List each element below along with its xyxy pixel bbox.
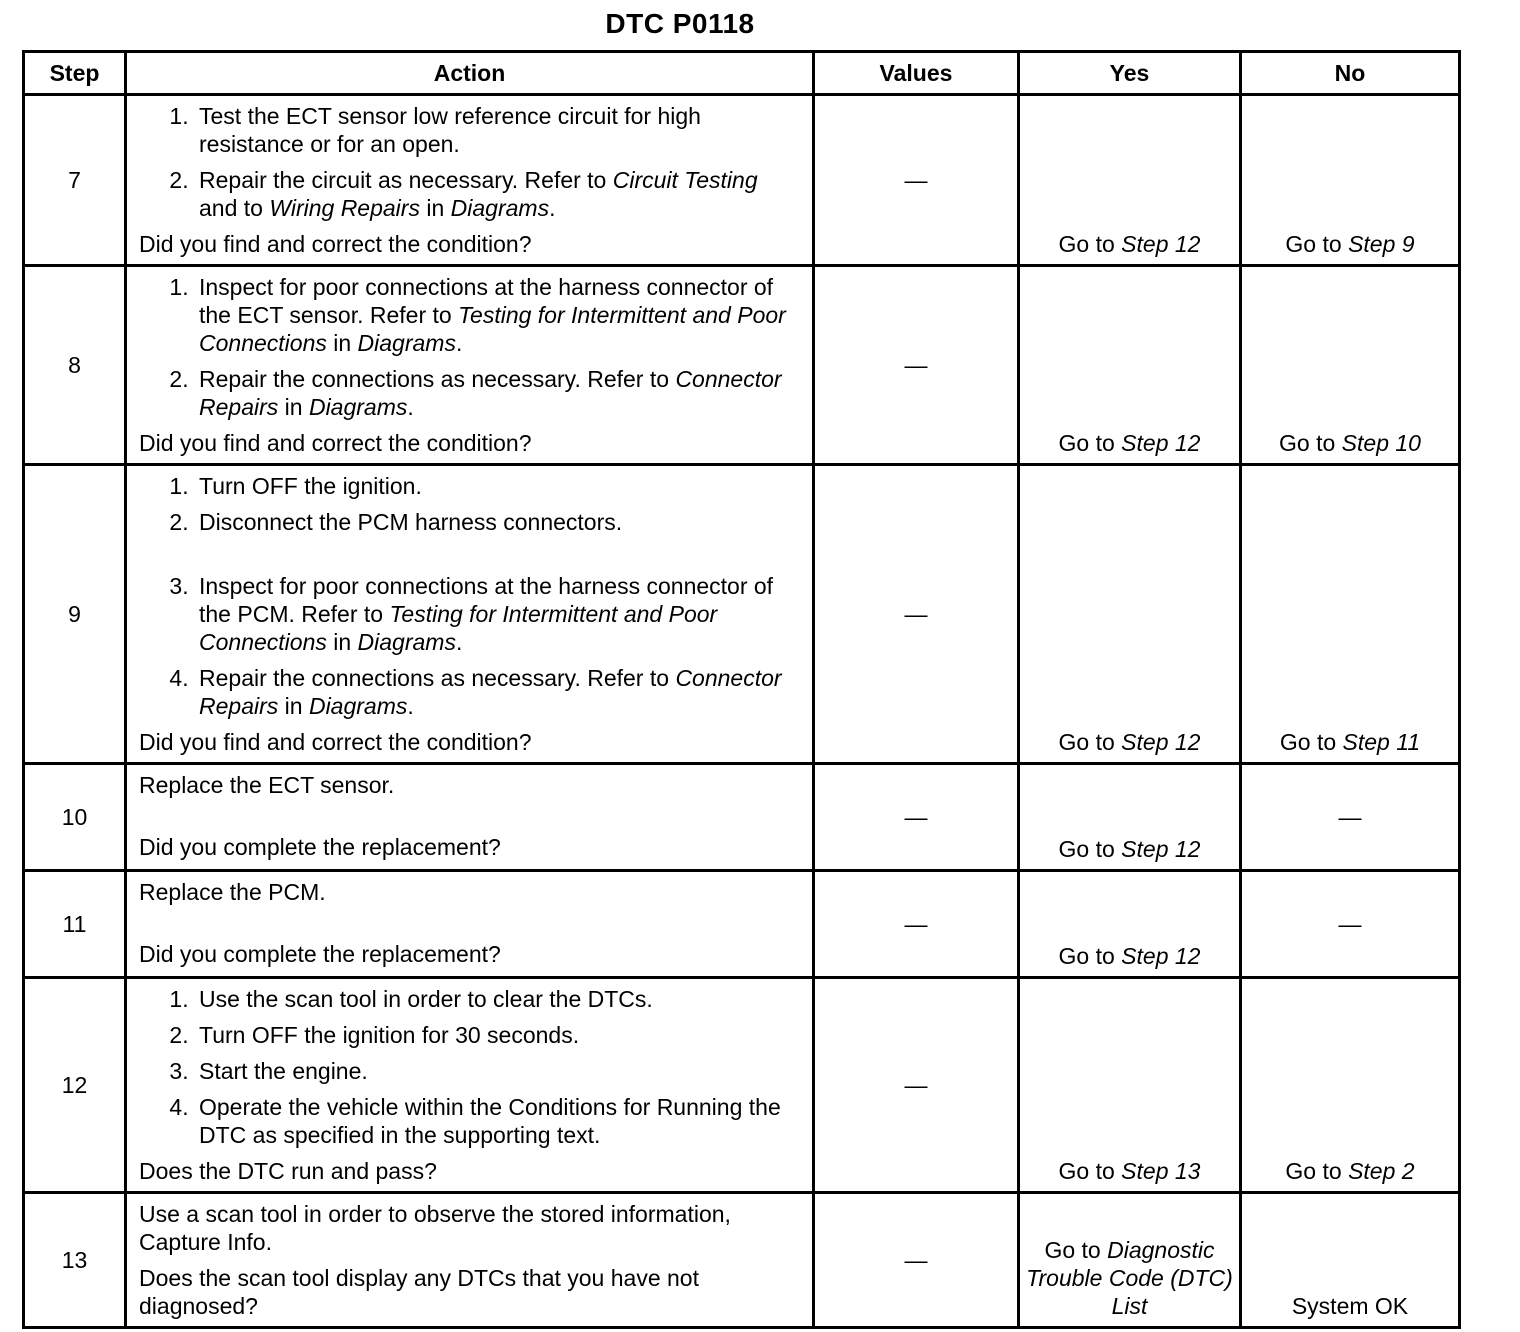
no-cell: Go to Step 2 (1241, 978, 1460, 1193)
list-item: 1. Turn OFF the ignition. (195, 472, 802, 500)
step-number: 8 (24, 266, 126, 465)
values-cell: — (814, 95, 1019, 266)
header-values: Values (814, 52, 1019, 95)
no-cell: Go to Step 9 (1241, 95, 1460, 266)
no-cell: System OK (1241, 1193, 1460, 1328)
question: Did you find and correct the condition? (139, 231, 532, 257)
values-cell: — (814, 465, 1019, 764)
yes-cell: Go to Step 13 (1019, 978, 1241, 1193)
question: Did you complete the replacement? (139, 834, 501, 860)
list-item: 2. Turn OFF the ignition for 30 seconds. (195, 1021, 802, 1049)
question: Does the DTC run and pass? (139, 1158, 437, 1184)
action-text: Replace the ECT sensor. (139, 772, 395, 798)
table-row (24, 95, 1460, 266)
action-cell (126, 764, 814, 871)
list-item: 2. Repair the connections as necessary. Refer to Connector Repairs in Diagrams. (195, 365, 802, 421)
step-number: 9 (24, 465, 126, 764)
values-cell: — (814, 1193, 1019, 1328)
step-number: 7 (24, 95, 126, 266)
list-item: 2. Disconnect the PCM harness connectors. (195, 508, 802, 536)
values-cell: — (814, 978, 1019, 1193)
step-number: 12 (24, 978, 126, 1193)
action-cell (126, 95, 814, 266)
values-cell: — (814, 764, 1019, 871)
header-yes: Yes (1019, 52, 1241, 95)
yes-cell: Go to Step 12 (1019, 764, 1241, 871)
step-number: 13 (24, 1193, 126, 1328)
table-row (24, 1193, 1460, 1328)
step-number: 10 (24, 764, 126, 871)
page-title: DTC P0118 (605, 8, 755, 39)
list-item: 3. Inspect for poor connections at the harness connector of the PCM. Refer to Testing for Intermittent and Poor Connections in Diagrams. (195, 572, 802, 656)
yes-cell: Go to Diagnostic Trouble Code (DTC) List (1019, 1193, 1241, 1328)
yes-cell: Go to Step 12 (1019, 465, 1241, 764)
table-row (24, 871, 1460, 978)
list-item: 1. Test the ECT sensor low reference circuit for high resistance or for an open. (195, 102, 802, 158)
no-cell: — (1241, 764, 1460, 871)
action-text: Use a scan tool in order to observe the stored information, Capture Info. (139, 1201, 731, 1255)
action-cell (126, 871, 814, 978)
yes-cell: Go to Step 12 (1019, 871, 1241, 978)
action-list (139, 985, 802, 1149)
list-item: 4. Operate the vehicle within the Conditions for Running the DTC as specified in the supporting text. (195, 1093, 802, 1149)
action-list (139, 102, 802, 222)
action-text: Replace the PCM. (139, 879, 326, 905)
values-cell: — (814, 871, 1019, 978)
action-cell (126, 266, 814, 465)
action-cell (126, 978, 814, 1193)
action-list (139, 273, 802, 421)
table-row (24, 978, 1460, 1193)
table-row (24, 266, 1460, 465)
list-item: 1. Inspect for poor connections at the harness connector of the ECT sensor. Refer to Testing for Intermittent and Poor Connections in Diagrams. (195, 273, 802, 357)
header-no: No (1241, 52, 1460, 95)
table-row (24, 465, 1460, 764)
header-step: Step (24, 52, 126, 95)
question: Does the scan tool display any DTCs that you have not diagnosed? (139, 1265, 699, 1319)
question: Did you complete the replacement? (139, 941, 501, 967)
yes-cell: Go to Step 12 (1019, 266, 1241, 465)
no-cell: Go to Step 11 (1241, 465, 1460, 764)
step-number: 11 (24, 871, 126, 978)
dtc-table (22, 50, 1461, 1329)
header-row (24, 52, 1460, 95)
no-cell: — (1241, 871, 1460, 978)
action-cell (126, 1193, 814, 1328)
list-item: 1. Use the scan tool in order to clear the DTCs. (195, 985, 802, 1013)
question: Did you find and correct the condition? (139, 729, 532, 755)
action-cell (126, 465, 814, 764)
question: Did you find and correct the condition? (139, 430, 532, 456)
yes-cell: Go to Step 12 (1019, 95, 1241, 266)
list-item: 3. Start the engine. (195, 1057, 802, 1085)
list-item: 2. Repair the circuit as necessary. Refer to Circuit Testing and to Wiring Repairs in Diagrams. (195, 166, 802, 222)
header-action: Action (126, 52, 814, 95)
table-row (24, 764, 1460, 871)
list-item: 4. Repair the connections as necessary. Refer to Connector Repairs in Diagrams. (195, 664, 802, 720)
values-cell: — (814, 266, 1019, 465)
action-list (139, 472, 802, 720)
no-cell: Go to Step 10 (1241, 266, 1460, 465)
